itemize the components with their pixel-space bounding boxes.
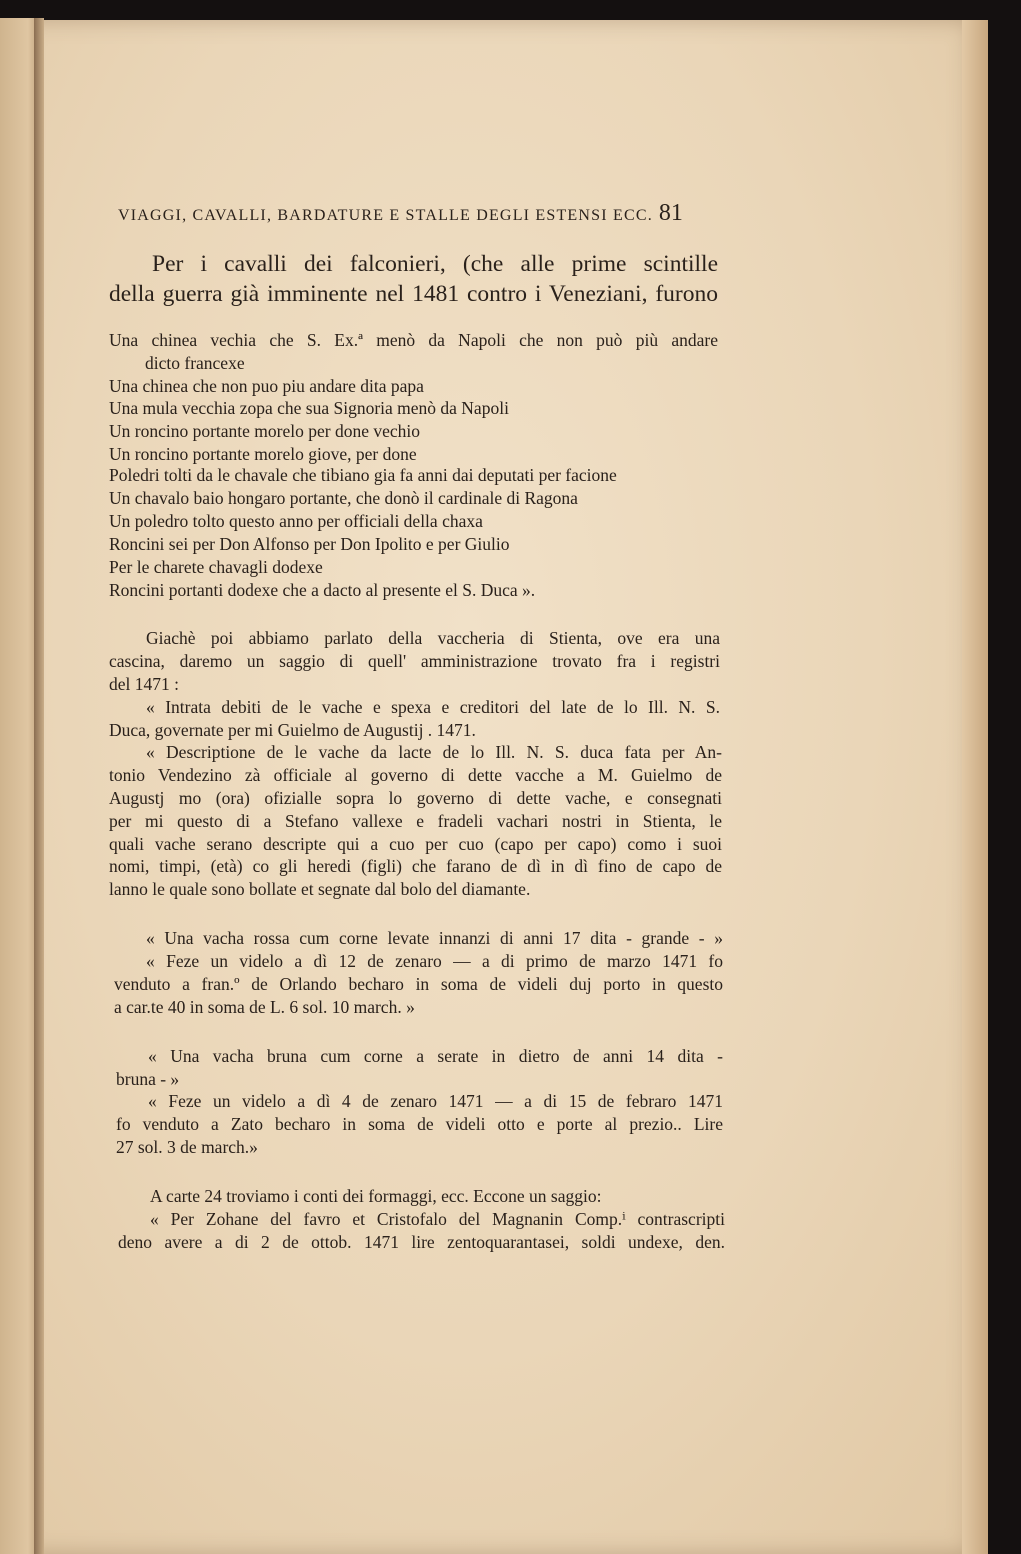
entry-line: « Una vacha rossa cum corne levate innanzi di anni 17 dita - grande - » — [146, 928, 723, 948]
paragraph-line: nomi, timpi, (età) co gli heredi (figli) che farano de dì in dì fino de capo de — [109, 856, 722, 876]
paragraph-line: tonio Vendezino zà officiale al governo di dette vacche a M. Guielmo de — [109, 765, 722, 785]
paragraph-line: « Per Zohane del favro et Cristofalo del Magnanin Comp.ⁱ contrascripti — [150, 1209, 725, 1229]
paragraph-line: Augustj mo (ora) ofizialle sopra lo governo di dette vache, e consegnati — [109, 788, 722, 808]
entry-line: « Feze un videlo a dì 4 de zenaro 1471 — a di 15 de febraro 1471 — [148, 1091, 723, 1111]
entry-line: bruna - » — [116, 1069, 180, 1089]
list-item: Una chinea che non puo piu andare dita papa — [109, 376, 424, 396]
paragraph-line: quali vache serano descripte qui a cuo per cuo (capo per capo) como i suoi — [109, 834, 722, 854]
list-item: Un roncino portante morelo per done vechio — [109, 421, 421, 441]
paragraph-line: Duca, governate per mi Guielmo de Augustij . 1471. — [109, 720, 476, 740]
paragraph-line: A carte 24 troviamo i conti dei formaggi, ecc. Eccone un saggio: — [150, 1186, 602, 1206]
list-item: Roncini portanti dodexe che a dacto al presente el S. Duca ». — [109, 580, 536, 600]
list-item: Un chavalo baio hongaro portante, che donò il cardinale di Ragona — [109, 488, 578, 508]
entry-line: venduto a fran.º de Orlando becharo in soma de videli duj porto in questo — [114, 974, 723, 994]
list-item: Un poledro tolto questo anno per officiali della chaxa — [109, 511, 483, 531]
list-item: Per le charete chavagli dodexe — [109, 557, 323, 577]
list-item: Una mula vecchia zopa che sua Signoria menò da Napoli — [109, 398, 509, 418]
entry-line: « Feze un videlo a dì 12 de zenaro — a di primo de marzo 1471 fo — [146, 951, 723, 971]
paragraph-line: « Intrata debiti de le vache e spexa e creditori del late de lo Ill. N. S. — [146, 697, 720, 717]
paragraph-line: per mi questo di a Stefano vallexe e fradeli vachari nostri in Stienta, le — [109, 811, 722, 831]
page-number: 81 — [658, 200, 683, 226]
entry-line: « Una vacha bruna cum corne a serate in dietro de anni 14 dita - — [148, 1046, 723, 1066]
running-title: VIAGGI, CAVALLI, BARDATURE E STALLE DEGLI ESTENSI ECC. — [118, 207, 653, 224]
paragraph-line: « Descriptione de le vache da lacte de lo Ill. N. S. duca fata per An- — [146, 742, 722, 762]
page-fore-edge — [962, 20, 988, 1554]
paragraph-line: deno avere a di 2 de ottob. 1471 lire zentoquarantasei, soldi undexe, den. — [118, 1232, 725, 1252]
entry-line: a car.te 40 in soma de L. 6 sol. 10 march. » — [114, 997, 415, 1017]
entry-line: 27 sol. 3 de march.» — [116, 1137, 258, 1157]
entry-line: fo venduto a Zato becharo in soma de videli otto e porte al prezio.. Lire — [116, 1114, 723, 1134]
running-header — [118, 200, 683, 227]
list-item: Poledri tolti da le chavale che tibiano gia fa anni dai deputati per facione — [109, 465, 617, 485]
intro-line: della guerra già imminente nel 1481 contro i Veneziani, furono — [109, 281, 718, 307]
list-item: Roncini sei per Don Alfonso per Don Ipolito e per Giulio — [109, 534, 510, 554]
paragraph-line: cascina, daremo un saggio di quell' amministrazione trovato fra i registri — [109, 651, 720, 671]
list-item: Una chinea vechia che S. Ex.ª menò da Napoli che non può più andare — [109, 330, 718, 350]
intro-line: Per i cavalli dei falconieri, (che alle prime scintille — [152, 251, 718, 277]
paragraph-line: Giachè poi abbiamo parlato della vaccheria di Stienta, ove era una — [146, 628, 720, 648]
paragraph-line: lanno le quale sono bollate et segnate dal bolo del diamante. — [109, 879, 531, 899]
paragraph-line: del 1471 : — [109, 674, 179, 694]
list-item: Un roncino portante morelo giove, per done — [109, 444, 417, 464]
book-gutter — [34, 18, 44, 1554]
list-item: dicto francexe — [145, 353, 245, 373]
